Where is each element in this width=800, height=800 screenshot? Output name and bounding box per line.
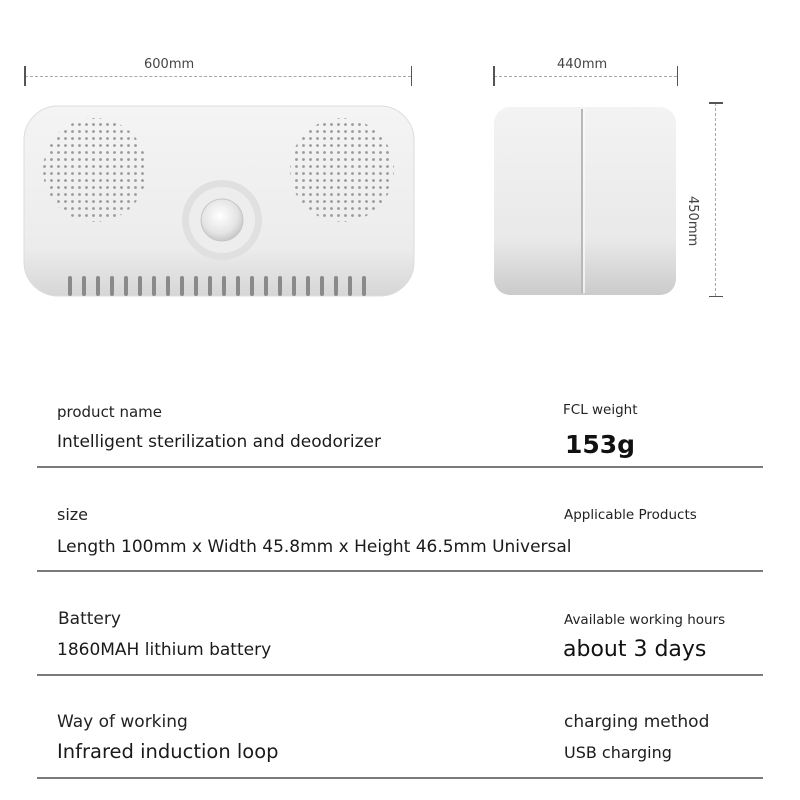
row-divider-1 [37,466,763,468]
width-dimension-label: 600mm [141,57,197,72]
battery-label: Battery [58,609,121,629]
battery-value: 1860MAH lithium battery [57,640,272,660]
device-side-view [490,105,682,300]
height-dimension-line [715,103,716,296]
applicable-products-label: Applicable Products [564,507,697,523]
row-divider-4 [37,777,763,779]
depth-dimension-line [494,76,677,77]
depth-dimension-label: 440mm [554,57,610,72]
charging-method-label: charging method [564,712,710,732]
working-hours-label: Available working hours [564,612,726,628]
size-label: size [57,505,89,524]
fcl-weight-label: FCL weight [563,402,638,418]
height-dimension-label: 450mm [685,196,700,247]
size-value: Length 100mm x Width 45.8mm x Height 46.5mm Universal [57,537,572,557]
device-front-view [20,100,420,305]
row-divider-2 [37,570,763,572]
product-name-value: Intelligent sterilization and deodorizer [57,432,381,452]
width-dimension-line [25,76,411,77]
row-divider-3 [37,674,763,676]
way-of-working-value: Infrared induction loop [57,740,279,763]
working-hours-value: about 3 days [563,637,707,662]
way-of-working-label: Way of working [57,712,188,732]
fcl-weight-value: 153g [565,430,636,459]
product-name-label: product name [57,403,162,421]
charging-method-value: USB charging [564,743,672,762]
